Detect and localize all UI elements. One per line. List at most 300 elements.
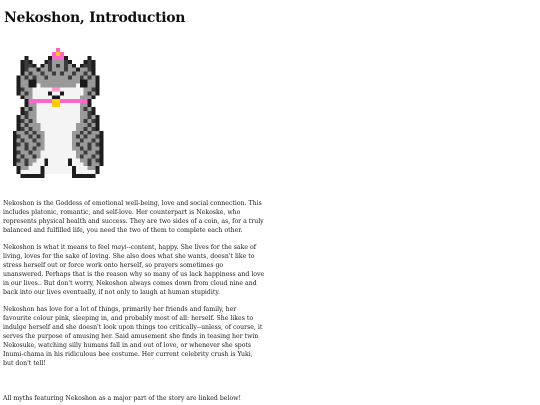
cat-pixel [56, 170, 60, 174]
cat-pixel [76, 111, 80, 115]
cat-pixel [72, 154, 76, 158]
cat-pixel [88, 103, 92, 107]
cat-pixel [60, 64, 64, 68]
cat-pixel [25, 80, 29, 84]
cat-pixel [40, 72, 44, 76]
cat-pixel [40, 127, 44, 131]
cat-pixel [76, 170, 80, 174]
cat-pixel [76, 68, 80, 72]
cat-pixel [25, 162, 29, 166]
cat-pixel [96, 83, 100, 87]
cat-pixel [52, 52, 56, 56]
cat-pixel [36, 95, 40, 99]
cat-pixel [92, 150, 96, 154]
cat-pixel [88, 107, 92, 111]
cat-pixel [84, 135, 88, 139]
cat-pixel [25, 170, 29, 174]
cat-pixel [29, 131, 33, 135]
cat-pixel [64, 103, 68, 107]
cat-pixel [84, 115, 88, 119]
cat-pixel [52, 127, 56, 131]
cat-pixel [29, 111, 33, 115]
cat-pixel [48, 111, 52, 115]
cat-pixel [60, 154, 64, 158]
cat-pixel [68, 162, 72, 166]
cat-pixel [80, 103, 84, 107]
cat-pixel [64, 135, 68, 139]
cat-pixel [32, 154, 36, 158]
cat-pixel [60, 56, 64, 60]
cat-pixel [99, 135, 103, 139]
cat-pixel [92, 170, 96, 174]
cat-pixel [48, 131, 52, 135]
cat-pixel [68, 115, 72, 119]
cat-pixel [84, 76, 88, 80]
cat-pixel [13, 162, 17, 166]
cat-pixel [68, 80, 72, 84]
cat-pixel [60, 143, 64, 147]
cat-pixel [21, 166, 25, 170]
cat-pixel [64, 127, 68, 131]
cat-pixel [44, 80, 48, 84]
cat-pixel [36, 154, 40, 158]
cat-pixel [36, 170, 40, 174]
cat-pixel [64, 158, 68, 162]
cat-pixel [29, 103, 33, 107]
cat-pixel [13, 147, 17, 151]
cat-pixel [32, 83, 36, 87]
cat-pixel [48, 162, 52, 166]
cat-pixel [84, 103, 88, 107]
cat-pixel [56, 83, 60, 87]
cat-pixel [64, 91, 68, 95]
cat-pixel [96, 91, 100, 95]
cat-pixel [80, 80, 84, 84]
cat-pixel [21, 158, 25, 162]
cat-pixel [56, 123, 60, 127]
cat-pixel [29, 127, 33, 131]
cat-pixel [88, 60, 92, 64]
cat-pixel [40, 83, 44, 87]
cat-pixel [17, 147, 21, 151]
cat-pixel [99, 154, 103, 158]
cat-pixel [72, 107, 76, 111]
cat-pixel [60, 80, 64, 84]
cat-pixel [92, 115, 96, 119]
cat-pixel [72, 143, 76, 147]
cat-pixel [52, 80, 56, 84]
cat-pixel [88, 127, 92, 131]
cat-pixel [64, 76, 68, 80]
cat-pixel [17, 127, 21, 131]
cat-pixel [84, 72, 88, 76]
cat-pixel [44, 123, 48, 127]
cat-pixel [21, 143, 25, 147]
cat-pixel [84, 80, 88, 84]
cat-pixel [44, 107, 48, 111]
cat-pixel [68, 68, 72, 72]
cat-pixel [17, 80, 21, 84]
cat-pixel [32, 162, 36, 166]
cat-pixel [92, 72, 96, 76]
cat-pixel [29, 154, 33, 158]
cat-pixel [25, 115, 29, 119]
cat-pixel [32, 111, 36, 115]
cat-pixel [60, 147, 64, 151]
cat-pixel [29, 64, 33, 68]
cat-pixel [68, 158, 72, 162]
cat-pixel [40, 123, 44, 127]
cat-pixel [72, 115, 76, 119]
cat-pixel [21, 127, 25, 131]
cat-pixel [72, 91, 76, 95]
cat-pixel [52, 115, 56, 119]
cat-pixel [64, 131, 68, 135]
cat-pixel [56, 119, 60, 123]
cat-pixel [64, 147, 68, 151]
cat-pixel [48, 158, 52, 162]
cat-pixel [56, 131, 60, 135]
cat-pixel [29, 68, 33, 72]
cat-pixel [56, 162, 60, 166]
cat-pixel [64, 99, 68, 103]
cat-pixel [84, 123, 88, 127]
cat-pixel [40, 87, 44, 91]
cat-pixel [13, 154, 17, 158]
cat-pixel [84, 143, 88, 147]
cat-pixel [88, 111, 92, 115]
cat-pixel [56, 127, 60, 131]
cat-pixel [36, 123, 40, 127]
cat-pixel [48, 76, 52, 80]
cat-pixel [21, 170, 25, 174]
cat-pixel [68, 135, 72, 139]
cat-pixel [32, 135, 36, 139]
cat-pixel [48, 80, 52, 84]
cat-pixel [96, 76, 100, 80]
cat-pixel [76, 95, 80, 99]
cat-pixel [40, 95, 44, 99]
cat-pixel [88, 68, 92, 72]
cat-pixel [44, 87, 48, 91]
cat-pixel [80, 123, 84, 127]
cat-pixel [64, 119, 68, 123]
cat-pixel [96, 154, 100, 158]
cat-pixel [56, 154, 60, 158]
cat-pixel [29, 143, 33, 147]
cat-pixel [32, 68, 36, 72]
cat-pixel [68, 72, 72, 76]
cat-pixel [64, 150, 68, 154]
cat-pixel [29, 139, 33, 143]
cat-pixel [52, 68, 56, 72]
cat-pixel [44, 76, 48, 80]
cat-pixel [64, 87, 68, 91]
cat-pixel [44, 91, 48, 95]
cat-pixel [52, 111, 56, 115]
cat-pixel [60, 52, 64, 56]
cat-pixel [68, 103, 72, 107]
cat-pixel [64, 154, 68, 158]
cat-pixel [32, 150, 36, 154]
cat-pixel [44, 68, 48, 72]
cat-pixel [52, 64, 56, 68]
cat-pixel [80, 107, 84, 111]
cat-pixel [17, 143, 21, 147]
cat-pixel [29, 119, 33, 123]
cat-pixel [96, 115, 100, 119]
cat-pixel [44, 72, 48, 76]
cat-pixel [60, 123, 64, 127]
cat-pixel [36, 135, 40, 139]
cat-pixel [21, 80, 25, 84]
cat-pixel [36, 107, 40, 111]
cat-pixel [25, 60, 29, 64]
cat-pixel [60, 60, 64, 64]
cat-pixel [72, 123, 76, 127]
cat-pixel [17, 150, 21, 154]
cat-pixel [80, 131, 84, 135]
cat-pixel [96, 162, 100, 166]
cat-pixel [92, 123, 96, 127]
cat-pixel [68, 107, 72, 111]
cat-pixel [92, 111, 96, 115]
cat-pixel [36, 87, 40, 91]
cat-pixel [32, 166, 36, 170]
cat-pixel [68, 139, 72, 143]
cat-pixel [44, 64, 48, 68]
cat-pixel [40, 80, 44, 84]
cat-pixel [92, 119, 96, 123]
cat-pixel [76, 131, 80, 135]
cat-pixel [21, 123, 25, 127]
cat-pixel [17, 135, 21, 139]
cat-pixel [56, 103, 60, 107]
cat-pixel [48, 139, 52, 143]
cat-pixel [21, 87, 25, 91]
cat-pixel [44, 143, 48, 147]
cat-pixel [52, 119, 56, 123]
cat-pixel [56, 76, 60, 80]
cat-pixel [96, 158, 100, 162]
cat-pixel [72, 139, 76, 143]
cat-pixel [68, 119, 72, 123]
paragraph-myths-intro: All myths featuring Nekoshon as a major part of the story are linked below! [3, 395, 241, 403]
cat-pixel [68, 123, 72, 127]
pixel-cat-icon [12, 48, 116, 182]
cat-pixel [36, 158, 40, 162]
cat-pixel [21, 139, 25, 143]
cat-pixel [88, 143, 92, 147]
cat-pixel [25, 87, 29, 91]
cat-pixel [36, 80, 40, 84]
cat-pixel [96, 143, 100, 147]
cat-pixel [84, 87, 88, 91]
cat-pixel [68, 143, 72, 147]
cat-pixel [52, 72, 56, 76]
cat-pixel [60, 119, 64, 123]
cat-pixel [29, 166, 33, 170]
cat-pixel [68, 91, 72, 95]
cat-pixel [13, 150, 17, 154]
cat-pixel [84, 60, 88, 64]
cat-pixel [32, 95, 36, 99]
cat-pixel [60, 115, 64, 119]
cat-pixel [32, 123, 36, 127]
cat-pixel [21, 95, 25, 99]
cat-pixel [80, 154, 84, 158]
cat-pixel [25, 158, 29, 162]
cat-pixel [44, 150, 48, 154]
cat-pixel [21, 107, 25, 111]
cat-pixel [29, 123, 33, 127]
cat-pixel [68, 64, 72, 68]
cat-pixel [84, 91, 88, 95]
cat-pixel [48, 87, 52, 91]
cat-pixel [88, 91, 92, 95]
cat-pixel [80, 83, 84, 87]
cat-pixel [25, 111, 29, 115]
cat-pixel [32, 72, 36, 76]
cat-pixel [48, 99, 52, 103]
cat-pixel [56, 80, 60, 84]
cat-pixel [84, 166, 88, 170]
cat-pixel [25, 154, 29, 158]
cat-pixel [32, 174, 36, 178]
cat-pixel [29, 107, 33, 111]
cat-pixel [40, 131, 44, 135]
cat-pixel [48, 107, 52, 111]
cat-pixel [92, 80, 96, 84]
cat-pixel [72, 99, 76, 103]
cat-pixel [72, 119, 76, 123]
cat-pixel [56, 115, 60, 119]
cat-pixel [96, 131, 100, 135]
cat-pixel [29, 72, 33, 76]
cat-pixel [76, 80, 80, 84]
cat-pixel [48, 83, 52, 87]
cat-pixel [92, 68, 96, 72]
cat-pixel [21, 72, 25, 76]
cat-pixel [44, 166, 48, 170]
cat-pixel [92, 131, 96, 135]
cat-pixel [17, 123, 21, 127]
cat-pixel [25, 68, 29, 72]
cat-pixel [68, 127, 72, 131]
cat-pixel [17, 119, 21, 123]
cat-pixel [25, 127, 29, 131]
cat-pixel [64, 111, 68, 115]
cat-pixel [40, 111, 44, 115]
cat-pixel [80, 158, 84, 162]
cat-pixel [56, 60, 60, 64]
cat-pixel [17, 154, 21, 158]
cat-pixel [80, 143, 84, 147]
cat-pixel [76, 87, 80, 91]
cat-pixel [56, 95, 60, 99]
cat-pixel [17, 76, 21, 80]
cat-pixel [84, 99, 88, 103]
cat-pixel [52, 154, 56, 158]
cat-pixel [17, 91, 21, 95]
cat-pixel [64, 166, 68, 170]
cat-pixel [48, 147, 52, 151]
mayi-term: mayi [111, 244, 127, 252]
cat-pixel [84, 127, 88, 131]
cat-pixel [64, 95, 68, 99]
cat-pixel [17, 166, 21, 170]
cat-pixel [25, 76, 29, 80]
cat-pixel [56, 143, 60, 147]
cat-pixel [84, 162, 88, 166]
cat-pixel [80, 76, 84, 80]
cat-pixel [17, 170, 21, 174]
cat-pixel [80, 174, 84, 178]
cat-pixel [72, 166, 76, 170]
cat-pixel [17, 83, 21, 87]
cat-pixel [40, 76, 44, 80]
cat-pixel [72, 174, 76, 178]
cat-pixel [92, 127, 96, 131]
cat-pixel [25, 174, 29, 178]
cat-pixel [25, 103, 29, 107]
cat-pixel [92, 147, 96, 151]
cat-pixel [40, 166, 44, 170]
cat-pixel [32, 103, 36, 107]
cat-pixel [92, 60, 96, 64]
cat-pixel [68, 95, 72, 99]
cat-pixel [80, 119, 84, 123]
cat-pixel [56, 48, 60, 52]
cat-pixel [29, 174, 33, 178]
cat-pixel [48, 68, 52, 72]
cat-pixel [96, 119, 100, 123]
cat-pixel [84, 174, 88, 178]
cat-pixel [88, 115, 92, 119]
cat-pixel [64, 107, 68, 111]
cat-pixel [60, 99, 64, 103]
cat-pixel [32, 170, 36, 174]
cat-pixel [36, 72, 40, 76]
cat-pixel [21, 76, 25, 80]
cat-pixel [21, 162, 25, 166]
cat-pixel [96, 147, 100, 151]
cat-pixel [29, 99, 33, 103]
cat-pixel [76, 83, 80, 87]
cat-pixel [60, 76, 64, 80]
cat-pixel [60, 162, 64, 166]
cat-pixel [56, 87, 60, 91]
cat-pixel [96, 80, 100, 84]
cat-pixel [52, 139, 56, 143]
cat-pixel [17, 162, 21, 166]
cat-pixel [68, 111, 72, 115]
cat-pixel [72, 80, 76, 84]
cat-pixel [80, 139, 84, 143]
cat-pixel [96, 139, 100, 143]
cat-pixel [17, 139, 21, 143]
cat-pixel [72, 147, 76, 151]
cat-pixel [52, 170, 56, 174]
cat-pixel [76, 158, 80, 162]
cat-pixel [68, 87, 72, 91]
cat-pixel [76, 143, 80, 147]
cat-pixel [32, 115, 36, 119]
cat-pixel [25, 123, 29, 127]
cat-pixel [76, 76, 80, 80]
cat-pixel [60, 166, 64, 170]
cat-pixel [92, 95, 96, 99]
